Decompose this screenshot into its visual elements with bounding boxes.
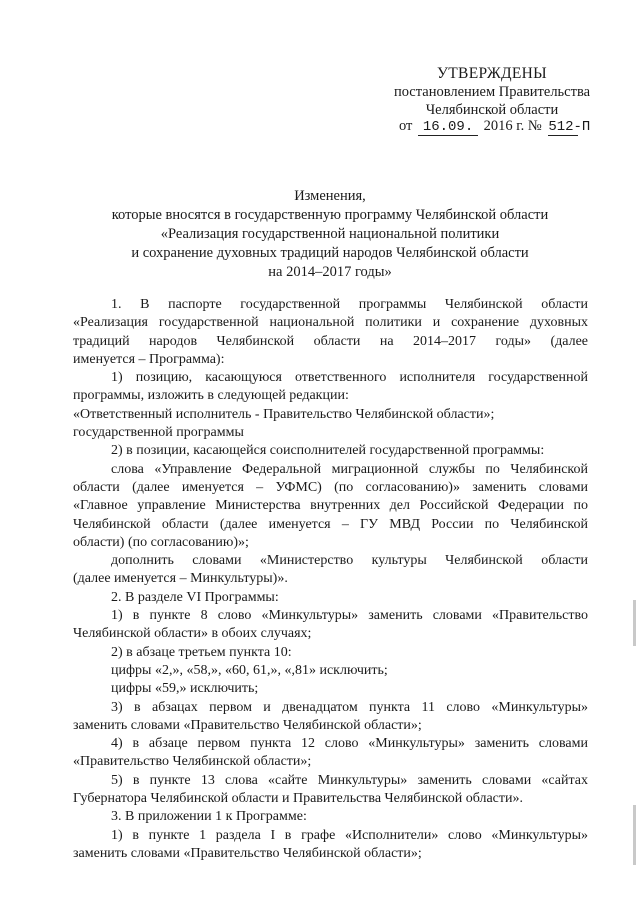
body-line: «Главное управление Министерства внутренних дел Российской Федерации по xyxy=(73,498,588,514)
body-line: заменить словами «Правительство Челябинской области»; xyxy=(73,717,422,733)
body-line: 1) позицию, касающуюся ответственного исполнителя государственной xyxy=(111,370,588,386)
scan-margin-mark xyxy=(633,805,636,865)
approval-block xyxy=(372,64,612,119)
body-line: государственной программы xyxy=(73,425,244,441)
year-text: 2016 г. № xyxy=(483,118,542,134)
date-prefix: от xyxy=(399,118,413,134)
handwritten-number: 512-П xyxy=(548,119,591,135)
body-line: цифры «2,», «58,», «60, 61,», «,81» исключить; xyxy=(111,662,388,678)
heading-line: которые вносятся в государственную программу Челябинской области xyxy=(111,207,549,223)
body-line: «Реализация государственной национальной политики и сохранение духовных xyxy=(73,315,588,331)
body-line: 1. В паспорте государственной программы Челябинской области xyxy=(111,297,588,312)
heading-line: Изменения, xyxy=(294,188,366,204)
body-line: «Ответственный исполнитель - Правительство Челябинской области»; xyxy=(73,406,495,422)
document-body xyxy=(73,296,588,863)
body-line: области (далее именуется – УФМС) (по согласованию)» заменить словами xyxy=(73,479,588,495)
approval-line-2: Челябинской области xyxy=(425,102,559,118)
body-line: 5) в пункте 13 слова «сайте Минкультуры» заменить словами «сайтах xyxy=(111,772,588,788)
body-line: программы, изложить в следующей редакции: xyxy=(73,388,349,404)
body-line: (далее именуется – Минкультуры)». xyxy=(73,571,288,587)
document-heading xyxy=(60,187,600,282)
body-line: слова «Управление Федеральной миграционной службы по Челябинской xyxy=(111,461,588,477)
body-line: именуется – Программа): xyxy=(73,351,225,367)
body-line: Челябинской области» в обоих случаях; xyxy=(73,626,312,642)
handwritten-date: 16.09. xyxy=(418,119,478,136)
body-line: 2. В разделе VI Программы: xyxy=(111,589,279,605)
scan-margin-mark xyxy=(633,600,636,646)
heading-line: на 2014–2017 годы» xyxy=(268,264,392,280)
approval-line-1: постановлением Правительства xyxy=(393,84,591,100)
body-line: 3) в абзацах первом и двенадцатом пункта 11 слово «Минкультуры» xyxy=(111,699,588,715)
body-line: заменить словами «Правительство Челябинской области»; xyxy=(73,845,422,861)
approval-date-row xyxy=(399,118,591,136)
heading-line: и сохранение духовных традиций народов Челябинской области xyxy=(131,245,529,261)
body-line: области) (по согласованию)»; xyxy=(73,534,249,550)
body-line: 2) в позиции, касающейся соисполнителей государственной программы: xyxy=(111,443,545,459)
body-line: 2) в абзаце третьем пункта 10: xyxy=(111,644,292,660)
body-line: цифры «59,» исключить; xyxy=(111,681,259,697)
body-line: 3. В приложении 1 к Программе: xyxy=(111,809,307,825)
approval-title: УТВЕРЖДЕНЫ xyxy=(437,65,547,82)
heading-line: «Реализация государственной национальной политики xyxy=(160,226,500,242)
body-line: 1) в пункте 8 слово «Минкультуры» заменить словами «Правительство xyxy=(111,608,588,624)
body-line: традиций народов Челябинской области на 2014–2017 годы» (далее xyxy=(73,333,588,349)
body-line: Челябинской области (далее именуется – ГУ МВД России по Челябинской xyxy=(73,516,588,532)
body-line: Губернатора Челябинской области и Правительства Челябинской области». xyxy=(73,791,523,807)
body-line: 1) в пункте 1 раздела I в графе «Исполнители» слово «Минкультуры» xyxy=(111,827,588,843)
body-line: дополнить словами «Министерство культуры Челябинской области xyxy=(111,553,588,569)
body-line: 4) в абзаце первом пункта 12 слово «Минкультуры» заменить словами xyxy=(111,736,588,752)
body-line: «Правительство Челябинской области»; xyxy=(73,754,312,770)
